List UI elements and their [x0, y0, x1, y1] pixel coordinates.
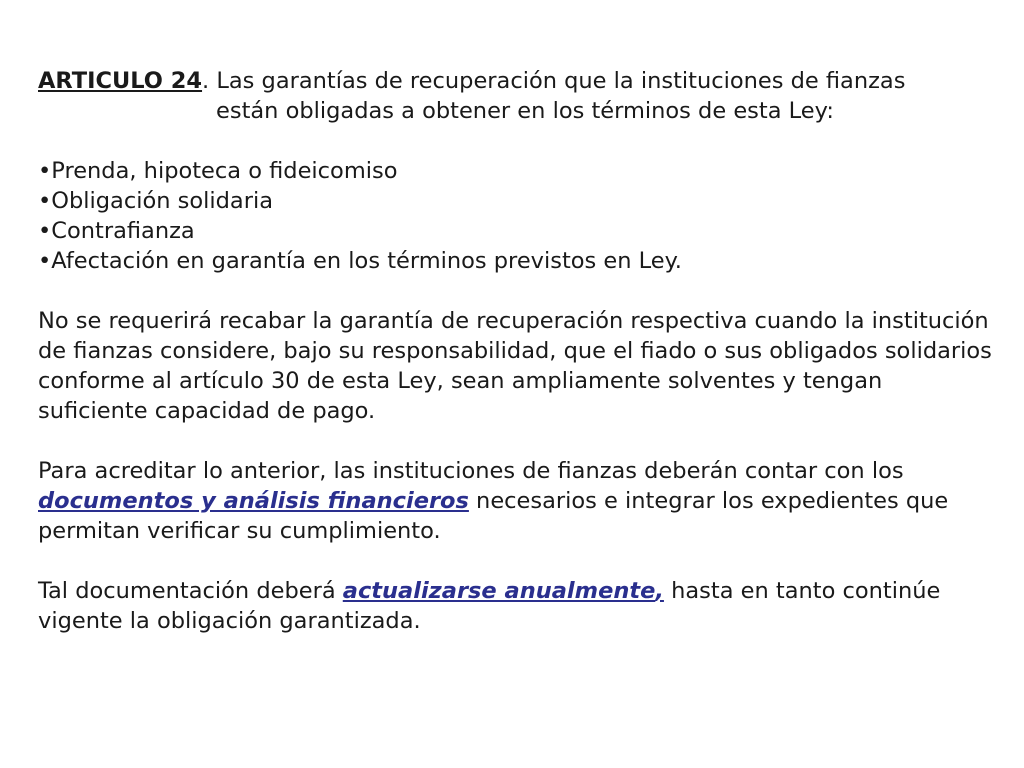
article-heading — [38, 66, 998, 96]
paragraph-annual-before: Tal documentación deberá — [38, 578, 343, 604]
paragraph-documentation — [38, 456, 998, 546]
article-label: ARTICULO 24 — [38, 68, 203, 94]
list-item: •Contrafianza — [38, 218, 195, 244]
emphasis-financial-documents: documentos y análisis financieros — [38, 488, 469, 514]
paragraph-annual-after: hasta en tanto continúe vigente la obligación garantizada. — [38, 578, 941, 634]
article-intro-part1: . Las garantías de recuperación que la instituciones de fianzas — [202, 68, 906, 94]
list-item: •Afectación en garantía en los términos previstos en Ley. — [38, 248, 682, 274]
article-intro-part2: están obligadas a obtener en los términos de esta Ley: — [216, 98, 834, 124]
paragraph-documentation-before: Para acreditar lo anterior, las instituciones de fianzas deberán contar con los — [38, 458, 904, 484]
paragraph-documentation-after: necesarios e integrar los expedientes que permitan verificar su cumplimiento. — [38, 488, 949, 544]
emphasis-annual-update: actualizarse anualmente — [342, 578, 656, 604]
guarantee-list — [38, 156, 998, 276]
list-item: •Obligación solidaria — [38, 188, 273, 214]
emphasis-comma: , — [655, 578, 664, 604]
article-intro-continuation — [38, 96, 998, 126]
paragraph-exemption: No se requerirá recabar la garantía de recuperación respectiva cuando la institución de fianzas considere, bajo su responsabilidad, que el fiado o sus obligados solidarios conforme al artículo 30 de esta Ley, sean ampliamente solventes y tengan suficiente capacidad de pago. — [38, 308, 992, 424]
list-item: •Prenda, hipoteca o fideicomiso — [38, 158, 398, 184]
slide-content — [38, 66, 998, 636]
paragraph-annual-update — [38, 576, 998, 636]
